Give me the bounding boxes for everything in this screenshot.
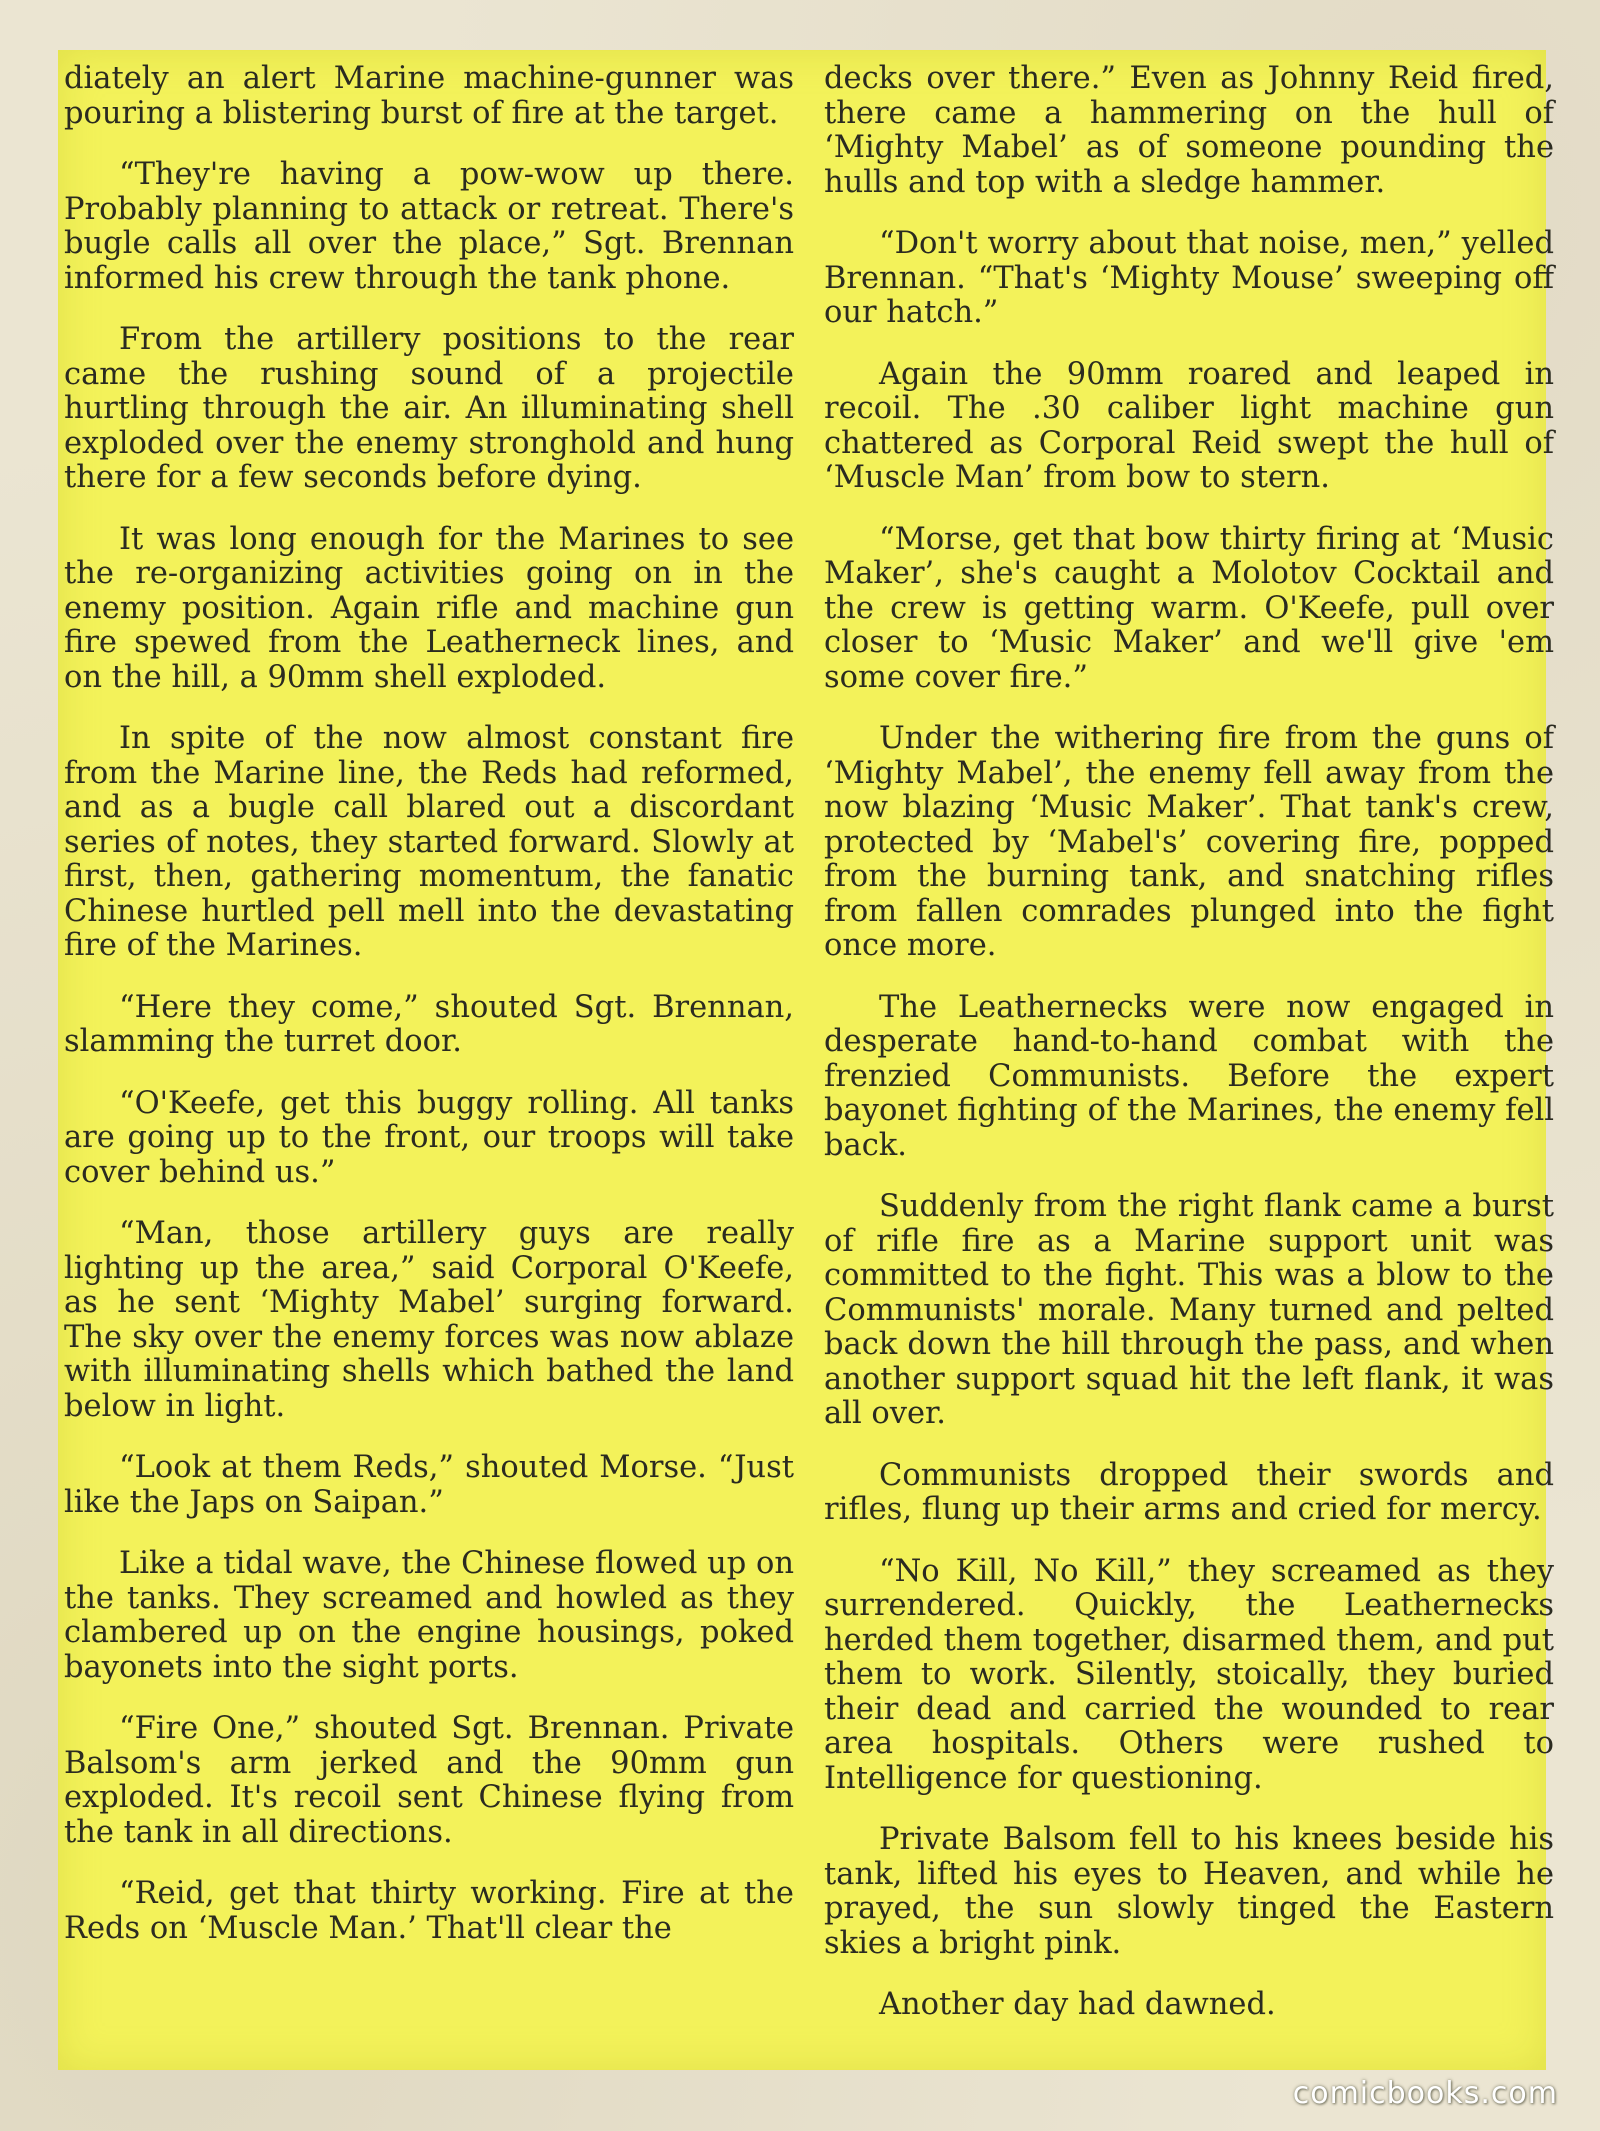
paragraph: “Don't worry about that noise, men,” yelled Brennan. “That's ‘Mighty Mouse’ sweeping off our hatch.”	[824, 226, 1554, 330]
paragraph: “Here they come,” shouted Sgt. Brennan, slamming the turret door.	[64, 989, 794, 1059]
paragraph: Communists dropped their swords and rifles, flung up their arms and cried for mercy.	[824, 1457, 1554, 1527]
paragraph: “O'Keefe, get this buggy rolling. All tanks are going up to the front, our troops will take cover behind us.”	[64, 1085, 794, 1190]
paragraph: “No Kill, No Kill,” they screamed as they surrendered. Quickly, the Leathernecks herded them together, disarmed them, and put them to work. Silently, stoically, they buried their dead and carried the wounded to rear area hospitals. Others were rushed to Intelligence for questioning.	[824, 1553, 1554, 1796]
paragraph: “Look at them Reds,” shouted Morse. “Just like the Japs on Saipan.”	[64, 1450, 794, 1520]
story-column-left	[64, 62, 794, 1973]
paragraph: Suddenly from the right flank came a burst of rifle fire as a Marine support unit was committed to the fight. This was a blow to the Communists' morale. Many turned and pelted back down the hill through the pass, and when another support squad hit the left flank, it was all over.	[824, 1189, 1554, 1431]
paragraph: “Fire One,” shouted Sgt. Brennan. Private Balsom's arm jerked and the 90mm gun exploded. It's recoil sent Chinese flying from the tank in all directions.	[64, 1711, 794, 1850]
paragraph: Another day had dawned.	[879, 1987, 1276, 2022]
paragraph: From the artillery positions to the rear came the rushing sound of a projectile hurtling through the air. An illuminating shell exploded over the enemy stronghold and hung there for a few seconds before dying.	[64, 322, 794, 495]
paragraph: It was long enough for the Marines to see the re-organizing activities going on in the enemy position. Again rifle and machine gun fire spewed from the Leatherneck lines, and on the hill, a 90mm shell exploded.	[64, 521, 794, 695]
paragraph: In spite of the now almost constant fire from the Marine line, the Reds had reformed, and as a bugle call blared out a discordant series of notes, they started forward. Slowly at first, then, gathering momentum, the fanatic Chinese hurtled pell mell into the devastating fire of the Marines.	[64, 721, 794, 963]
paragraph: “They're having a pow-wow up there. Probably planning to attack or retreat. There's bugle calls all over the place,” Sgt. Brennan informed his crew through the tank phone.	[64, 157, 794, 296]
paragraph: diately an alert Marine machine-gunner was pouring a blistering burst of fire at the target.	[64, 61, 794, 131]
paragraph: Private Balsom fell to his knees beside his tank, lifted his eyes to Heaven, and while he prayed, the sun slowly tinged the Eastern skies a bright pink.	[824, 1822, 1554, 1961]
paragraph: Like a tidal wave, the Chinese flowed up on the tanks. They screamed and howled as they clambered up on the engine housings, poked bayonets into the sight ports.	[64, 1546, 794, 1685]
paragraph: Under the withering fire from the guns of ‘Mighty Mabel’, the enemy fell away from the now blazing ‘Music Maker’. That tank's crew, protected by ‘Mabel's’ covering fire, popped from the burning tank, and snatching rifles from fallen comrades plunged into the fight once more.	[824, 721, 1554, 963]
paragraph: “Reid, get that thirty working. Fire at the Reds on ‘Muscle Man.’ That'll clear the	[64, 1876, 794, 1946]
paragraph: “Man, those artillery guys are really lighting up the area,” said Corporal O'Keefe, as he sent ‘Mighty Mabel’ surging forward. The sky over the enemy forces was now ablaze with illuminating shells which bathed the land below in light.	[64, 1216, 794, 1424]
story-column-right	[824, 62, 1554, 2050]
paragraph: decks over there.” Even as Johnny Reid fired, there came a hammering on the hull of ‘Mighty Mabel’ as of someone pounding the hulls and top with a sledge hammer.	[824, 61, 1554, 200]
paragraph: Again the 90mm roared and leaped in recoil. The .30 caliber light machine gun chattered as Corporal Reid swept the hull of ‘Muscle Man’ from bow to stern.	[824, 356, 1554, 495]
paragraph: The Leathernecks were now engaged in desperate hand-to-hand combat with the frenzied Communists. Before the expert bayonet fighting of the Marines, the enemy fell back.	[824, 989, 1554, 1163]
watermark-text: comicbooks.com	[1292, 2076, 1558, 2111]
paragraph: “Morse, get that bow thirty firing at ‘Music Maker’, she's caught a Molotov Cocktail and the crew is getting warm. O'Keefe, pull over closer to ‘Music Maker’ and we'll give 'em some cover fire.”	[824, 521, 1554, 695]
